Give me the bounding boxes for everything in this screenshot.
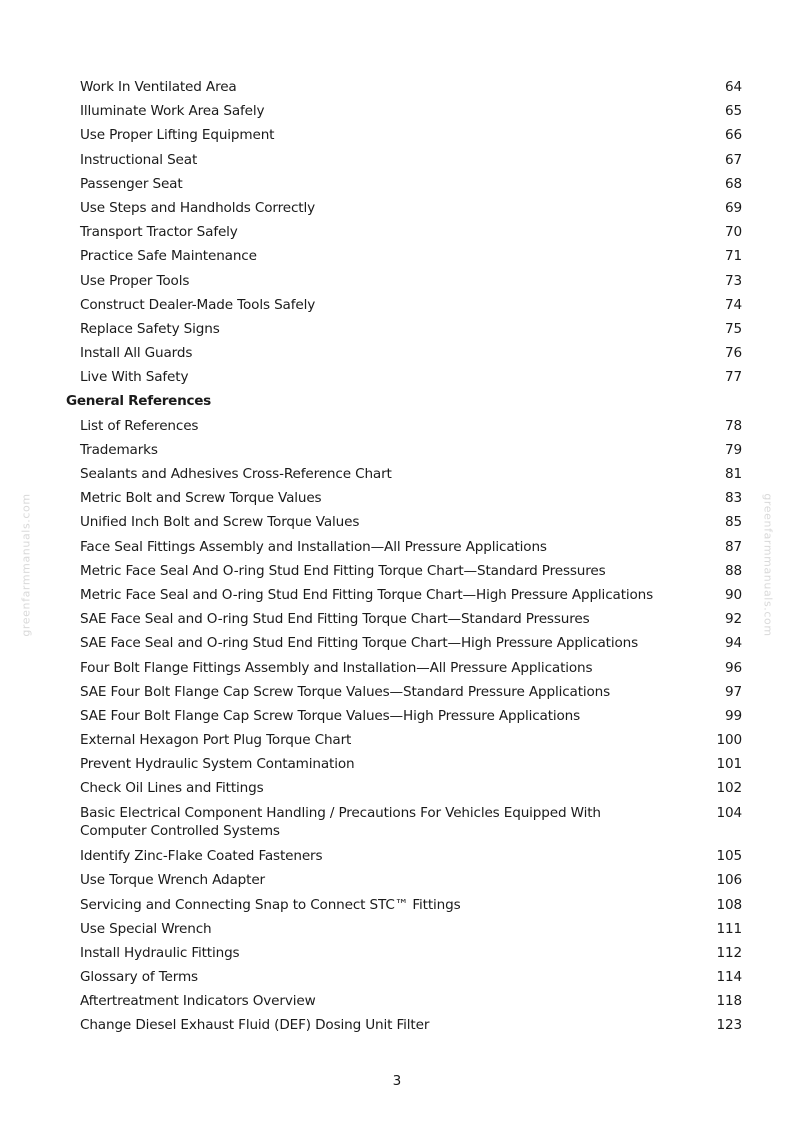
toc-entry-title: Live With Safety [80,369,189,386]
toc-entry-page: 70 [725,224,742,241]
toc-entry[interactable] [0,245,794,269]
toc-entry-page: 97 [725,683,742,700]
toc-entry[interactable] [0,632,794,656]
toc-entry[interactable] [0,729,794,753]
toc-entry-page: 108 [716,896,742,913]
toc-entry[interactable] [0,584,794,608]
toc-entry[interactable] [0,149,794,173]
toc-entry-title: Illuminate Work Area Safely [80,103,265,120]
toc-entry-title: SAE Face Seal and O-ring Stud End Fitting Torque Chart—High Pressure Applications [80,635,639,652]
toc-entry-page: 85 [725,514,742,531]
watermark-right: greenfarmmanuals.com [761,493,775,637]
toc-entry[interactable] [0,366,794,390]
toc-entry[interactable] [0,124,794,148]
toc-entry-title: Instructional Seat [80,151,198,168]
toc-entry-title: Basic Electrical Component Handling / Precautions For Vehicles Equipped With Computer Controlled Systems [80,804,601,839]
toc-entry[interactable] [0,173,794,197]
toc-entry-page: 104 [716,804,742,821]
toc-entry[interactable] [0,894,794,918]
toc-entry-title: Use Torque Wrench Adapter [80,872,265,889]
toc-entry-page: 114 [716,969,742,986]
toc-entry[interactable] [0,463,794,487]
toc-entry-page: 71 [725,248,742,265]
toc-entry[interactable] [0,845,794,869]
toc-entry[interactable] [0,681,794,705]
toc-entry-page: 99 [725,707,742,724]
toc-entry-page: 74 [725,296,742,313]
toc-entry-page: 101 [716,756,742,773]
toc-entry[interactable] [0,415,794,439]
toc-entry[interactable] [0,221,794,245]
toc-entry[interactable] [0,318,794,342]
toc-entry-page: 75 [725,320,742,337]
toc-entry-page: 88 [725,562,742,579]
toc-entry[interactable] [0,918,794,942]
toc-entry-title: List of References [80,417,199,434]
toc-entry-page: 106 [716,872,742,889]
toc-entry[interactable] [0,990,794,1014]
toc-entry-title: Use Proper Tools [80,272,190,289]
toc-entry-title: Use Proper Lifting Equipment [80,127,275,144]
toc-entry-page: 105 [716,848,742,865]
toc-entry-title: Install All Guards [80,345,193,362]
toc-entry-page: 90 [725,586,742,603]
toc-entry-page: 92 [725,611,742,628]
toc-entry-page: 77 [725,369,742,386]
toc-entry-page: 100 [716,732,742,749]
toc-entry-title: Change Diesel Exhaust Fluid (DEF) Dosing Unit Filter [80,1017,430,1034]
toc-entry-title: Unified Inch Bolt and Screw Torque Values [80,514,360,531]
toc-entry-title: Use Steps and Handholds Correctly [80,199,315,216]
toc-entry-title: Glossary of Terms [80,969,198,986]
toc-entry[interactable] [0,705,794,729]
toc-entry[interactable] [0,942,794,966]
toc-entry-page: 123 [716,1017,742,1034]
toc-entry-title: Metric Face Seal and O-ring Stud End Fitting Torque Chart—High Pressure Applications [80,586,654,603]
toc-entry-page: 76 [725,345,742,362]
toc-entry-page: 67 [725,151,742,168]
toc-entry-page: 87 [725,538,742,555]
toc-entry[interactable] [0,439,794,463]
toc-entry[interactable] [0,536,794,560]
toc-entry-page: 78 [725,417,742,434]
toc-entry-page: 66 [725,127,742,144]
toc-entry-title: Install Hydraulic Fittings [80,944,240,961]
toc-entry-title: Metric Face Seal And O-ring Stud End Fitting Torque Chart—Standard Pressures [80,562,606,579]
toc-entry[interactable] [0,777,794,801]
toc-entry-page: 102 [716,780,742,797]
toc-entry-page: 111 [716,920,742,937]
toc-entry-page: 96 [725,659,742,676]
toc-section-heading[interactable] [0,390,794,414]
toc-entry[interactable] [0,966,794,990]
toc-entry-title: Metric Bolt and Screw Torque Values [80,490,322,507]
toc-entry-title: Work In Ventilated Area [80,79,237,95]
toc-entry[interactable] [0,608,794,632]
toc-entry-page: 94 [725,635,742,652]
toc-entry[interactable] [0,76,794,100]
toc-entry[interactable] [0,294,794,318]
toc-entry-title: Replace Safety Signs [80,320,220,337]
toc-entry[interactable] [0,270,794,294]
watermark-left: greenfarmmanuals.com [19,493,33,637]
toc-entry-page: 118 [716,993,742,1010]
toc-entry[interactable] [0,869,794,893]
toc-entry-title: Passenger Seat [80,175,183,192]
toc-entry-title: External Hexagon Port Plug Torque Chart [80,732,352,749]
toc-entry[interactable] [0,1014,794,1038]
toc-entry[interactable] [0,197,794,221]
toc-entry-page: 64 [725,79,742,95]
toc-entry-title: Identify Zinc-Flake Coated Fasteners [80,848,323,865]
toc-entry-title: Four Bolt Flange Fittings Assembly and Installation—All Pressure Applications [80,659,593,676]
toc-entry-title: Practice Safe Maintenance [80,248,257,265]
toc-entry-page: 79 [725,441,742,458]
toc-entry[interactable] [0,560,794,584]
toc-entry-page: 81 [725,466,742,482]
toc-entry-title: Trademarks [80,441,158,458]
toc-entry-page: 83 [725,490,742,507]
toc-entry-title: Transport Tractor Safely [80,224,238,241]
toc-entry[interactable] [0,657,794,681]
toc-entry-title: Construct Dealer-Made Tools Safely [80,296,316,313]
toc-entry-title: Check Oil Lines and Fittings [80,780,264,797]
toc-entry-page: 68 [725,175,742,192]
page-number: 3 [392,1073,402,1089]
toc-entry-page: 73 [725,272,742,289]
toc-entry-title: Face Seal Fittings Assembly and Installation—All Pressure Applications [80,538,547,555]
toc-entry[interactable] [0,487,794,511]
toc-entry-title: SAE Four Bolt Flange Cap Screw Torque Values—High Pressure Applications [80,707,581,724]
toc-entry[interactable] [0,511,794,535]
toc-entry-title: Prevent Hydraulic System Contamination [80,756,355,773]
toc-entry[interactable] [0,342,794,366]
toc-entry-page: 112 [716,944,742,961]
toc-entry-title: Use Special Wrench [80,920,212,937]
toc-entry-title: SAE Face Seal and O-ring Stud End Fitting Torque Chart—Standard Pressures [80,611,590,628]
toc-entry-title: Aftertreatment Indicators Overview [80,993,316,1010]
toc-entry-title: SAE Four Bolt Flange Cap Screw Torque Values—Standard Pressure Applications [80,683,611,700]
toc-entry-title: Sealants and Adhesives Cross-Reference Chart [80,466,392,482]
toc-entry[interactable] [0,100,794,124]
toc-entry[interactable] [0,802,794,846]
toc-entry-page: 65 [725,103,742,120]
toc-section-title: General References [66,393,211,410]
toc-entry-page: 69 [725,199,742,216]
toc-entry-title: Servicing and Connecting Snap to Connect STC™ Fittings [80,896,461,913]
table-of-contents [0,76,794,1039]
toc-entry[interactable] [0,753,794,777]
